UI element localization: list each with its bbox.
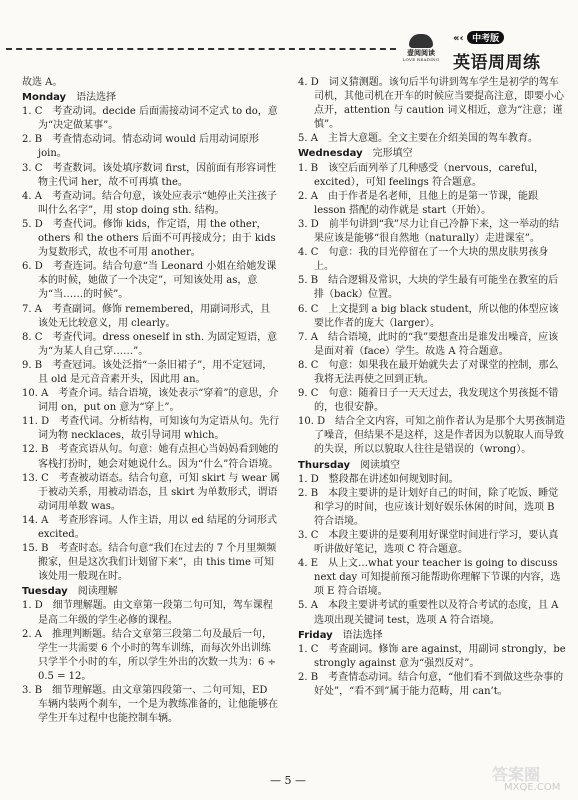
answer-item: 6. C 上文提到 a big black student，所以他的体型应该要比作者的庞大（larger）。 <box>298 303 559 329</box>
answer-item: 5. B 结合逻辑及常识，大块的学生最有可能坐在教室的后排（back）位置。 <box>298 275 559 301</box>
answer-item: 8. C 句意：如果我在最开始就失去了对课堂的控制，那么我将无法再使之回到正轨。 <box>298 359 559 385</box>
answer-item: 3. B 细节理解题。由文章第四段第一、二句可知，ED 车辆内装两个刹车，一个是为教练准备的，让他能够在学生开车过程中也能控制车辆。 <box>22 685 278 725</box>
answer-item: 10. A 考查介词。结合语境，该处表示“穿着”的意思，介词用 on，put on 意为“穿上”。 <box>22 388 279 414</box>
answer-item: 7. A 考查副词。修饰 remembered，用副词形式，且该处无比较意义，用 clearly。 <box>22 303 271 329</box>
answer-item: 10. D 结合全文内容，可知之前作者认为是那个大男孩制造了噪音，但结果不是这样，这是作者因为以貌取人而导致的失误，所以以貌取人往往是错误的（wrong）。 <box>298 416 566 456</box>
answer-item: 1. D 整段都在讲述如何规划时间。 <box>298 473 459 485</box>
section-day: Thursday <box>298 459 351 471</box>
answer-item: 2. B 本段主要讲的是计划好自己的时间，除了吃饭、睡觉和学习的时间，也应该计划好娱乐休闲的时间，选项 B 符合语境。 <box>298 487 559 527</box>
section-title: 语法选择 <box>342 629 383 641</box>
answer-item: 11. D 考查代词。分析结构，可知该句为定语从句。先行词为物 necklaces，故引导词用 which。 <box>22 416 280 442</box>
answer-text: 故选 A。 <box>22 77 63 88</box>
watermark-url: MXQE.COM <box>504 782 561 793</box>
answer-item: 13. C 考查被动语态。结合句意，可知 skirt 与 wear 属于被动关系，用被动语态，且 skirt 为单数形式，谓语动词用单数 was。 <box>22 472 280 512</box>
section-heading <box>298 147 566 161</box>
page-header <box>0 0 578 78</box>
answer-item: 2. A 推理判断题。结合文章第三段第二句及最后一句，学生一共需要 6 个小时的驾车训练，而每次外出训练只学半个小时的车，所以学生外出的次数一共为：6 ÷ 0.5 = 12。 <box>22 628 276 682</box>
answer-item: 1. B 该空后面列举了几种感受（nervous，careful，excited），可知 feelings 符合题意。 <box>298 162 545 188</box>
answer-item: 4. A 考查动词。结合句意，该处应表示“她停止关注孩子叫什么名字”，用 stop doing sth. 结构。 <box>22 190 278 216</box>
answer-item: 9. B 考查冠词。该处泛指“一条旧裙子”，用不定冠词，且 old 是元音音素开头，因此用 an。 <box>22 359 273 385</box>
header-dashed-rule <box>6 48 396 50</box>
section-title: 阅读填空 <box>360 459 401 471</box>
answer-item: 1. C 考查动词。decide 后面需接动词不定式 to do，意为“决定做某事”。 <box>22 106 278 132</box>
section-title: 完形填空 <box>372 148 413 160</box>
answer-item: 5. A 本段主要讲考试的重要性以及符合考试的态度，且 A 选项出现关键词 test，选项 A 符合语境。 <box>298 600 559 626</box>
answer-column-left <box>22 76 280 726</box>
answer-item: 12. B 考查宾语从句。句意：她有点担心当妈妈看到她的客栈打扮时，她会对她说什么。因为“什么”符合语境。 <box>22 444 279 470</box>
answer-item: 3. C 考查数词。该处填序数词 first，因前面有形容词性物主代词 her，故不可再填 the。 <box>22 162 277 188</box>
publisher-logo <box>400 34 442 62</box>
publication-title: 英语周周练 <box>453 53 541 73</box>
section-heading <box>22 91 280 105</box>
section-day: Monday <box>22 92 67 104</box>
answer-item: 1. C 考查副词。修饰 are against，用副词 strongly，be strongly against 意为“强烈反对”。 <box>298 643 566 669</box>
section-day: Tuesday <box>22 586 68 598</box>
answer-item: 4. D 词义猜测题。该句后半句讲到驾车学生是初学的驾车司机，其他司机在开车的时候应当要提高注意，即要小心点开，attention 与 caution 词义相近，意为“注意；谨慎”。 <box>298 77 564 131</box>
edition-badge: 中考版 <box>467 31 504 44</box>
section-day: Wednesday <box>298 148 363 160</box>
answer-item: 2. B 考查情态动词。结合句意，“他们看不到做这些杂事的好处”，“看不到”属于能力范畴，用 can’t。 <box>298 671 564 698</box>
edition-label <box>453 31 504 44</box>
watermark-logo: 答案圈 <box>492 765 541 784</box>
section-heading <box>22 585 280 599</box>
logo-subtext: LOVE READING <box>402 57 440 62</box>
answer-item: 3. D 前半句讲到“我”尽力让自己冷静下来，这一举动的结果应该是能够“很自然地（naturally）走进课室”。 <box>298 218 559 245</box>
answer-item: 7. A 结合语境，此时的“我”要想查出是谁发出噪音，应该是面对着（face）学生。故选 A 符合题意。 <box>298 331 559 357</box>
answer-item: 15. B 考查时态。结合句意“我们在过去的 7 个月里频频搬家，但是这次我们计划留下来”，由 this time 可知该处用一般现在时。 <box>22 543 277 583</box>
logo-icon <box>409 34 433 48</box>
section-day: Friday <box>298 629 333 641</box>
section-title: 阅读理解 <box>77 586 118 598</box>
answer-item: 3. C 本段主要讲的是要利用好课堂时间进行学习，要认真听讲做好笔记，选项 C 符合题意。 <box>298 530 559 556</box>
answer-item: 5. A 主旨大意题。全文主要在介绍美国的驾车教育。 <box>298 133 538 145</box>
answer-item: 5. D 考查代词。修饰 kids，作定语，用 the other，others 和 the others 后面不可再接成分；由于 kids 为复数形式，故也不可用 another。 <box>22 218 276 259</box>
page-number: — 5 — <box>270 774 306 787</box>
chevron-left-icon: «‹ <box>453 33 464 44</box>
answer-item: 14. A 考查形容词。人作主语，用以 ed 结尾的分词形式 excited。 <box>22 514 277 540</box>
answer-item: 9. C 句意：随着日子一天天过去，我发现这个男孩挺不错的，也很安静。 <box>298 388 559 414</box>
answer-item: 2. A 由于作者是名老师，且他上的是第一节课，能跟 lesson 搭配的动作就是 start（开始）。 <box>298 190 538 216</box>
section-heading <box>298 629 566 643</box>
answer-item: 6. D 考查连词。结合句意“当 Leonard 小姐在给她发课本的时候，她做了一个决定”，可知该处用 as，意为“当……的时候”。 <box>22 261 277 301</box>
answer-item: 1. D 细节理解题。由文章第一段第二句可知，驾车课程是高二年级的学生必修的课程。 <box>22 600 273 626</box>
section-heading <box>298 459 566 473</box>
answer-item: 4. E 从上文…what your teacher is going to discuss next day 可知提前预习能帮助你理解下节课的内容，选项 E 符合语境。 <box>298 558 561 598</box>
answer-item: 8. C 考查代词。dress oneself in sth. 为固定短语，意为“为某人自己穿……”。 <box>22 331 278 357</box>
answer-item: 4. C 句意：我的目光停留在了一个大块的黑皮肤男孩身上。 <box>298 247 549 273</box>
logo-text: 壹阅阅读 <box>407 48 435 57</box>
section-title: 语法选择 <box>76 92 117 104</box>
answer-item: 2. B 考查情态动词。情态动词 would 后用动词原形 join。 <box>22 134 260 160</box>
answer-column-right <box>298 76 566 699</box>
